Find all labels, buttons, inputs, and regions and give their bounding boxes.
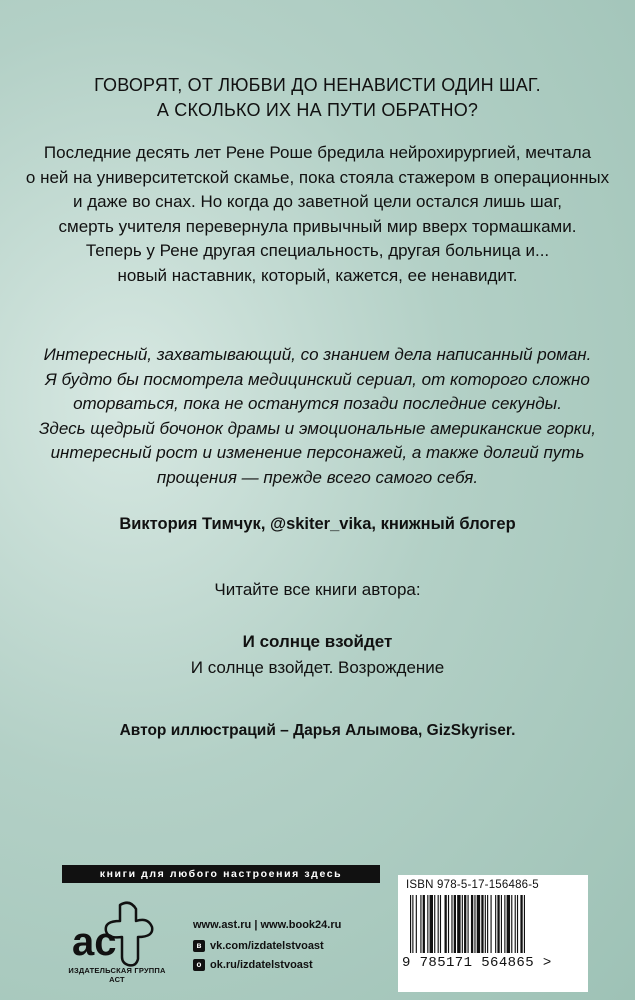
- illustrations-credit: Автор иллюстраций – Дарья Алымова, GizSkyriser.: [119, 722, 516, 739]
- tagline: [0, 73, 635, 123]
- slogan-bar: книги для любого настроения здесь: [62, 865, 380, 883]
- vk-icon: в: [193, 940, 205, 952]
- barcode-bar: [524, 895, 525, 953]
- quote-line: прощения — прежде всего самого себя.: [156, 467, 479, 487]
- barcode-bar: [454, 895, 456, 953]
- barcode-bar: [507, 895, 510, 953]
- publisher-group-name: ИЗДАТЕЛЬСКАЯ ГРУППА АСТ: [68, 966, 166, 984]
- ok-icon: о: [193, 959, 205, 971]
- barcode-bar: [471, 895, 473, 953]
- quote-line: оторваться, пока не останутся позади последние секунды.: [73, 394, 562, 413]
- barcode-bar: [430, 895, 433, 953]
- barcode-bar: [511, 895, 512, 953]
- barcode-bar: [440, 895, 441, 953]
- synopsis-line: Последние десять лет Рене Роше бредила нейрохирургией, мечтала: [43, 143, 592, 162]
- synopsis: [0, 141, 635, 288]
- barcode-bar: [448, 895, 449, 953]
- barcode-bar: [445, 895, 447, 953]
- barcode-bar: [491, 895, 492, 953]
- barcode-bar: [464, 895, 466, 953]
- barcode-bar: [495, 895, 496, 953]
- logo-text: ac: [72, 920, 117, 964]
- quote-line: Здесь щедрый бочонок драмы и эмоциональные американские горки,: [38, 418, 597, 438]
- tagline-line: ГОВОРЯТ, ОТ ЛЮБВИ ДО НЕНАВИСТИ ОДИН ШАГ.: [94, 75, 541, 95]
- barcode-bar: [481, 895, 483, 953]
- book-list: [0, 629, 635, 681]
- vk-link[interactable]: vk.com/izdatelstvoast: [210, 939, 324, 952]
- barcode-bar: [517, 895, 518, 953]
- synopsis-line: и даже во снах. Но когда до заветной цели остался лишь шаг,: [73, 192, 562, 211]
- synopsis-line: смерть учителя перевернула привычный мир вверх тормашками.: [58, 216, 577, 236]
- barcode-bar: [477, 895, 480, 953]
- barcode-bar: [423, 895, 425, 953]
- quote-author: Виктория Тимчук, @skiter_vika, книжный блогер: [119, 515, 516, 533]
- barcode-bar: [501, 895, 502, 953]
- quote-line: Я будто бы посмотрела медицинский сериал, от которого сложно: [45, 369, 590, 389]
- barcode-bar: [474, 895, 475, 953]
- barcode-bar: [515, 895, 516, 953]
- isbn-label: ISBN 978-5-17-156486-5: [406, 879, 539, 891]
- tagline-line: А СКОЛЬКО ИХ НА ПУТИ ОБРАТНО?: [156, 100, 479, 120]
- read-all-heading: Читайте все книги автора:: [214, 580, 421, 599]
- quote-line: интересный рост и изменение персонажей, а также долгий путь: [50, 443, 585, 462]
- barcode-bar: [485, 895, 486, 953]
- barcode-bar: [420, 895, 421, 953]
- book-title: И солнце взойдет. Возрождение: [190, 658, 445, 677]
- ok-row[interactable]: [193, 955, 341, 974]
- barcode-bar: [427, 895, 428, 953]
- barcode-bar: [462, 895, 463, 953]
- synopsis-line: новый наставник, который, кажется, ее ненавидит.: [117, 265, 518, 285]
- book-title: И солнце взойдет: [242, 632, 393, 651]
- review-quote: [0, 343, 635, 490]
- publisher-logo: [62, 895, 172, 985]
- ok-link[interactable]: ok.ru/izdatelstvoast: [210, 958, 313, 971]
- barcode-bar: [497, 895, 499, 953]
- vk-row[interactable]: [193, 936, 341, 955]
- quote-line: Интересный, захватывающий, со знанием дела написанный роман.: [43, 345, 592, 364]
- barcode-box: [398, 875, 588, 992]
- barcode-bar: [520, 895, 522, 953]
- barcode-bar: [410, 895, 411, 953]
- synopsis-line: Теперь у Рене другая специальность, другая больница и...: [85, 241, 550, 260]
- barcode-bar: [451, 895, 452, 953]
- barcode-bar: [434, 895, 435, 953]
- barcode: [406, 895, 580, 955]
- barcode-bar: [416, 895, 417, 953]
- barcode-bar: [412, 895, 413, 953]
- ast-logo-icon: [62, 895, 172, 967]
- barcode-bar: [457, 895, 460, 953]
- barcode-digits: 9 785171 564865 >: [402, 955, 552, 971]
- synopsis-line: о ней на университетской скамье, пока стояла стажером в операционных: [25, 167, 610, 187]
- barcode-bar: [468, 895, 469, 953]
- publisher-links: [193, 915, 341, 974]
- websites-link[interactable]: www.ast.ru | www.book24.ru: [193, 918, 342, 931]
- barcode-bar: [504, 895, 505, 953]
- barcode-bar: [438, 895, 439, 953]
- barcode-bar: [487, 895, 488, 953]
